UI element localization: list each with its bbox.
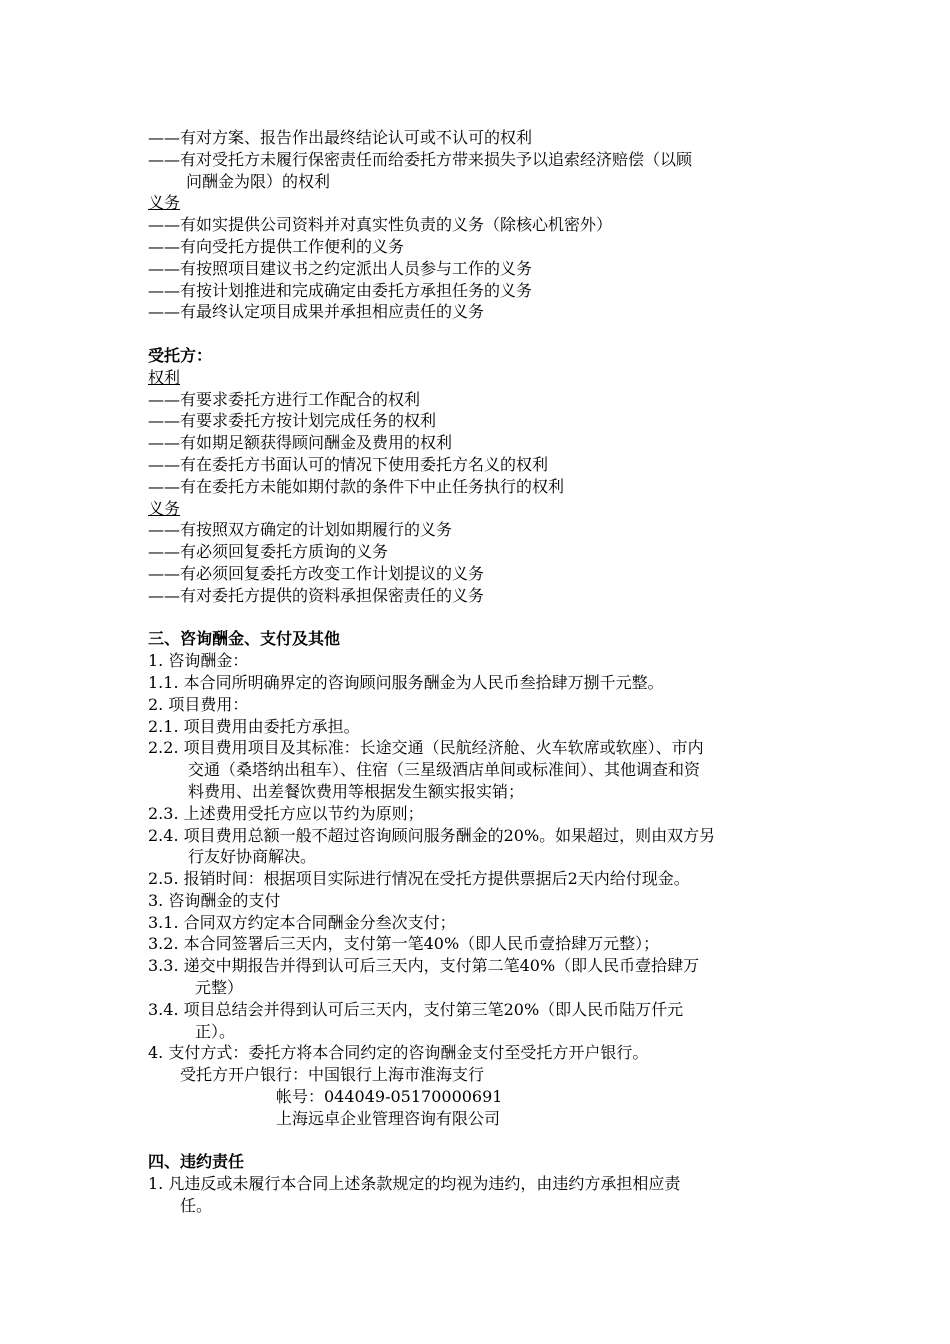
clause-line: 1. 凡违反或未履行本合同上述条款规定的均视为违约，由违约方承担相应责 — [148, 1174, 681, 1194]
clause-line: ——有最终认定项目成果并承担相应责任的义务 — [148, 302, 485, 322]
clause-line: 2.5. 报销时间：根据项目实际进行情况在受托方提供票据后2天内给付现金。 — [148, 869, 690, 889]
clause-line: ——有必须回复委托方改变工作计划提议的义务 — [148, 563, 485, 583]
clause-line: 4. 支付方式：委托方将本合同约定的咨询酬金支付至受托方开户银行。 — [148, 1043, 649, 1063]
rights-label: 权利 — [148, 367, 181, 387]
section-heading: 三、咨询酬金、支付及其他 — [148, 629, 341, 649]
clause-line: ——有在委托方未能如期付款的条件下中止任务执行的权利 — [148, 476, 565, 496]
document-page — [148, 127, 808, 1217]
section-fees — [148, 628, 808, 1129]
client-rights-tail — [148, 127, 808, 192]
obligations-label: 义务 — [148, 498, 181, 518]
clause-line: ——有如期足额获得顾问酬金及费用的权利 — [148, 433, 453, 453]
clause-line: 任。 — [180, 1196, 213, 1216]
clause-line: 2.3. 上述费用受托方应以节约为原则； — [148, 803, 424, 823]
clause-line: 正）。 — [195, 1021, 236, 1041]
clause-line: 3.4. 项目总结会并得到认可后三天内，支付第三笔20%（即人民币陆万仟元 — [148, 999, 684, 1019]
clause-line: 3.2. 本合同签署后三天内，支付第一笔40%（即人民币壹拾肆万元整）； — [148, 934, 660, 954]
clause-line: 2.1. 项目费用由委托方承担。 — [148, 716, 360, 736]
clause-line: 2.2. 项目费用项目及其标准：长途交通（民航经济舱、火车软席或软座）、市内 — [148, 738, 704, 758]
clause-line: ——有要求委托方进行工作配合的权利 — [148, 389, 421, 409]
section-breach — [148, 1151, 808, 1216]
clause-line: ——有对委托方提供的资料承担保密责任的义务 — [148, 585, 485, 605]
clause-line: 3.1. 合同双方约定本合同酬金分叁次支付； — [148, 912, 456, 932]
clause-line: 2.4. 项目费用总额一般不超过咨询顾问服务酬金的20%。如果超过，则由双方另 — [148, 825, 716, 845]
clause-line: 1. 咨询酬金： — [148, 651, 249, 671]
trustee-heading: 受托方： — [148, 345, 213, 365]
clause-line: 交通（桑塔纳出租车）、住宿（三星级酒店单间或标准间）、其他调查和资 — [188, 760, 701, 780]
clause-line: 行友好协商解决。 — [188, 847, 317, 867]
clause-line: ——有按照项目建议书之约定派出人员参与工作的义务 — [148, 258, 533, 278]
clause-line: ——有要求委托方按计划完成任务的权利 — [148, 411, 437, 431]
clause-line: 3. 咨询酬金的支付 — [148, 890, 281, 910]
clause-line: ——有对受托方未履行保密责任而给委托方带来损失予以追索经济赔偿（以顾 — [148, 149, 693, 169]
clause-line: ——有对方案、报告作出最终结论认可或不认可的权利 — [148, 128, 533, 147]
clause-line: 问酬金为限）的权利 — [186, 171, 331, 191]
clause-line: ——有必须回复委托方质询的义务 — [148, 542, 389, 562]
clause-line: ——有向受托方提供工作便利的义务 — [148, 236, 405, 256]
obligations-label: 义务 — [148, 193, 181, 213]
section-heading: 四、违约责任 — [148, 1152, 245, 1172]
clause-line: ——有按计划推进和完成确定由委托方承担任务的义务 — [148, 280, 533, 300]
clause-line: 元整） — [195, 978, 244, 998]
client-obligations — [148, 192, 808, 323]
clause-line: 3.3. 递交中期报告并得到认可后三天内，支付第二笔40%（即人民币壹拾肆万 — [148, 956, 700, 976]
bank-name: 受托方开户银行：中国银行上海市淮海支行 — [180, 1065, 485, 1085]
company-name: 上海远卓企业管理咨询有限公司 — [276, 1108, 501, 1128]
clause-line: ——有如实提供公司资料并对真实性负责的义务（除核心机密外） — [148, 215, 613, 235]
clause-line: ——有按照双方确定的计划如期履行的义务 — [148, 520, 453, 540]
bank-account: 帐号：044049-05170000691 — [276, 1087, 503, 1107]
clause-line: 料费用、出差餐饮费用等根据发生额实报实销； — [188, 781, 525, 801]
clause-line: 2. 项目费用： — [148, 694, 249, 714]
trustee-section — [148, 345, 808, 607]
clause-line: ——有在委托方书面认可的情况下使用委托方名义的权利 — [148, 454, 549, 474]
clause-line: 1.1. 本合同所明确界定的咨询顾问服务酬金为人民币叁拾肆万捌千元整。 — [148, 672, 664, 692]
